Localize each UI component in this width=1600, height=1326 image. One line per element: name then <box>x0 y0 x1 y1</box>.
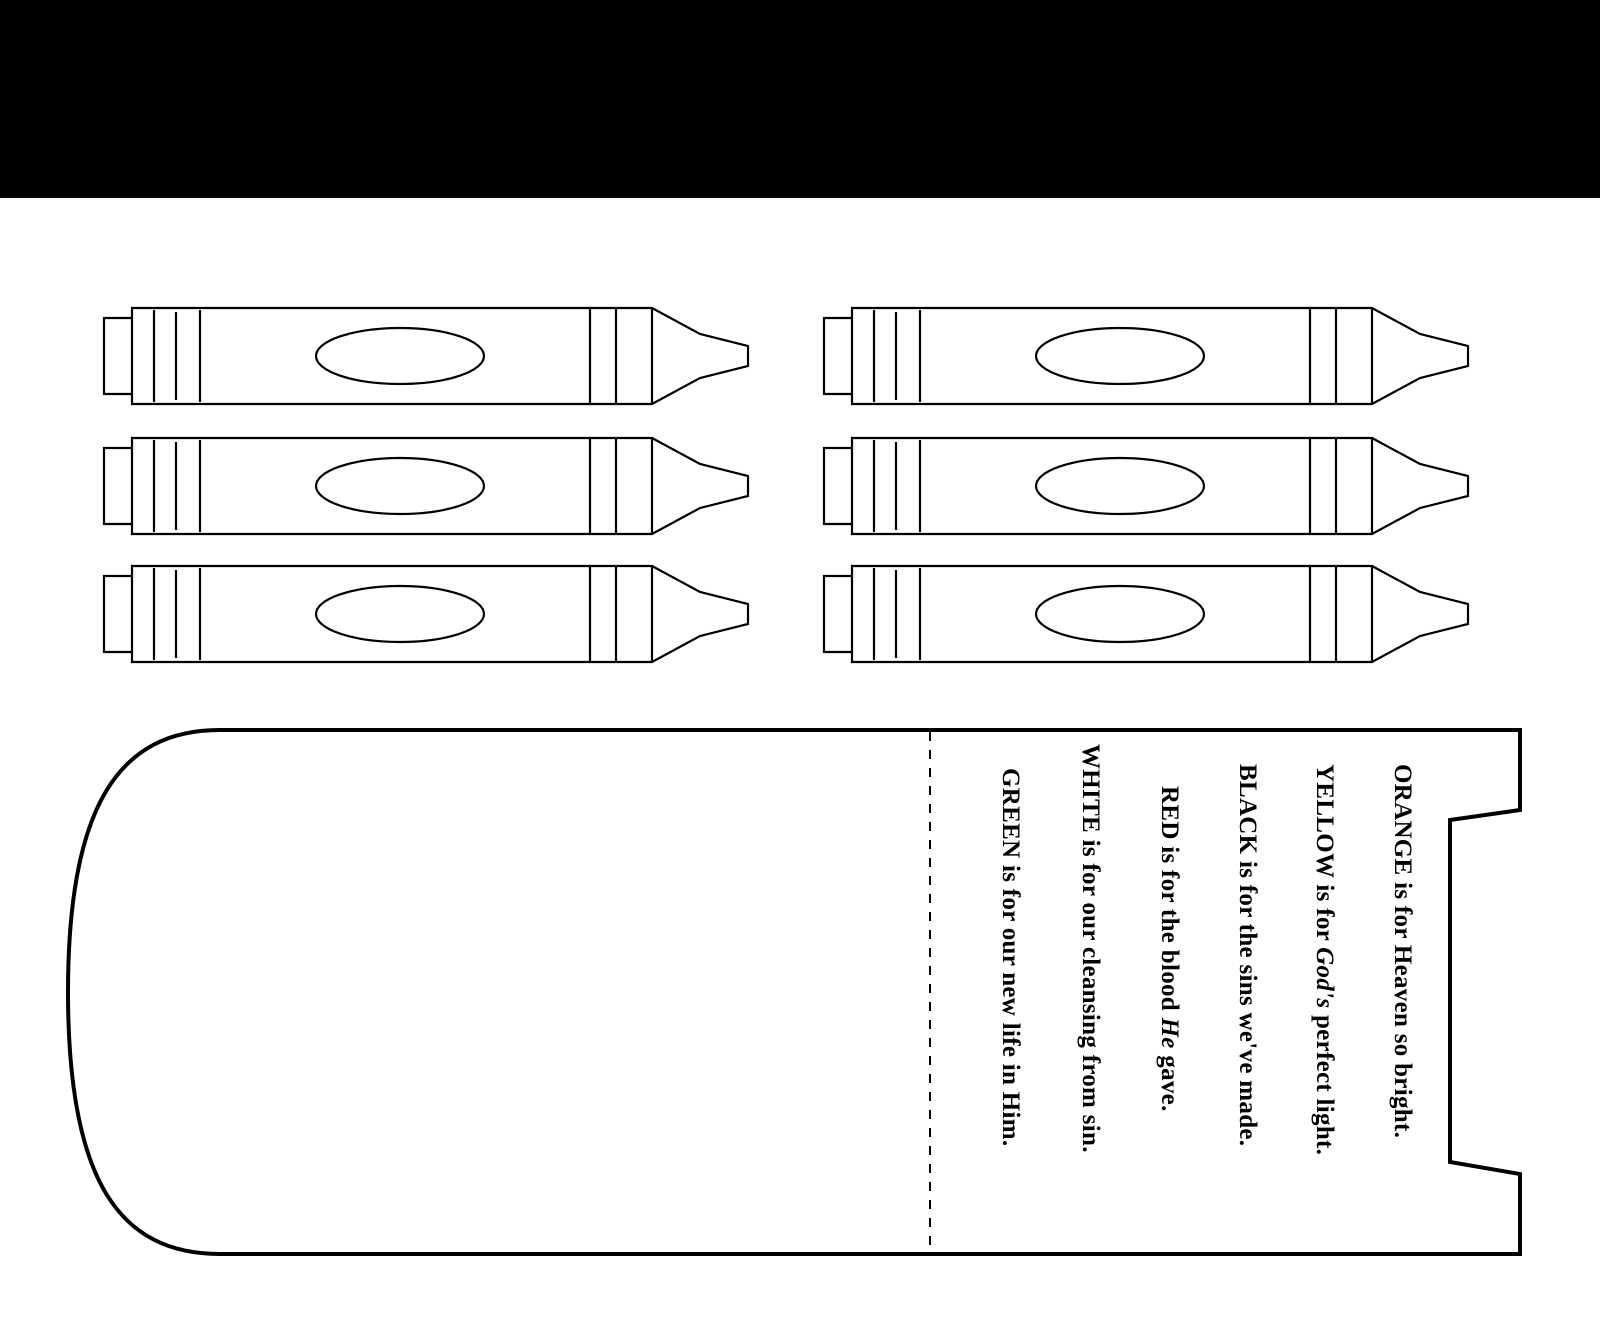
verse-line-white <box>1078 744 1103 1153</box>
verse-line-black <box>1235 764 1260 1146</box>
crayon-outline-4 <box>820 430 1480 542</box>
crayon-outline-6 <box>820 558 1480 670</box>
crayon-box-template <box>60 712 1540 1272</box>
verse-line-yellow <box>1312 764 1337 1155</box>
verse-text-yellow-after: perfect light. <box>1311 1008 1338 1156</box>
verse-text-red-emphasis: He <box>1156 1017 1183 1049</box>
verse-line-green <box>998 768 1023 1146</box>
crayon-outline-3 <box>100 430 760 542</box>
verse-text-black: BLACK is for the sins we've made. <box>1234 764 1261 1147</box>
verse-line-orange <box>1390 764 1415 1138</box>
verse-text-red-before: RED is for the blood <box>1156 786 1183 1018</box>
crayon-outline-1 <box>100 300 760 412</box>
crayon-outline-5 <box>100 558 760 670</box>
verse-text-yellow-emphasis: God's <box>1311 947 1338 1009</box>
verse-text-green: GREEN is for our new life in Him. <box>997 768 1024 1147</box>
top-black-band <box>0 0 1600 198</box>
crayon-outline-2 <box>820 300 1480 412</box>
verse-text-red-after: gave. <box>1156 1048 1183 1112</box>
verse-line-red <box>1157 786 1182 1112</box>
verse-text-orange: ORANGE is for Heaven so bright. <box>1389 764 1416 1139</box>
verse-text-yellow-before: YELLOW is for <box>1311 764 1338 948</box>
verse-text-white: WHITE is for our cleansing from sin. <box>1077 744 1104 1153</box>
